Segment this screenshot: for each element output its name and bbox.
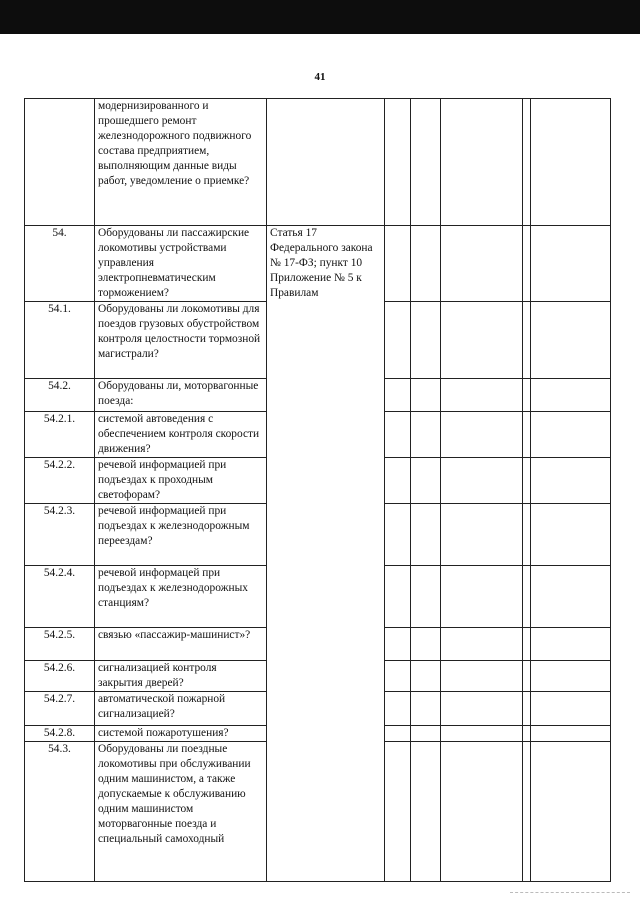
spacer-cell[interactable] (523, 99, 531, 226)
question-text: сигнализацией контроля закрытия дверей? (95, 661, 267, 692)
answer-no-cell[interactable] (411, 661, 441, 692)
answer-yes-cell[interactable] (385, 566, 411, 628)
answer-na-cell[interactable] (441, 226, 523, 302)
item-number: 54.2.1. (25, 412, 95, 458)
answer-na-cell[interactable] (441, 99, 523, 226)
answer-na-cell[interactable] (441, 379, 523, 412)
answer-na-cell[interactable] (441, 458, 523, 504)
top-scan-bar (0, 0, 640, 34)
item-number (25, 99, 95, 226)
question-text: Оборудованы ли пассажирские локомотивы устройствами управления электропневматическим торможением? (95, 226, 267, 302)
answer-no-cell[interactable] (411, 726, 441, 742)
note-cell[interactable] (531, 226, 611, 302)
item-number: 54.2.7. (25, 692, 95, 726)
answer-no-cell[interactable] (411, 379, 441, 412)
legal-reference: Статья 17 Федерального закона № 17-ФЗ; пункт 10 Приложение № 5 к Правилам (267, 226, 385, 882)
spacer-cell[interactable] (523, 412, 531, 458)
question-text: автоматической пожарной сигнализацией? (95, 692, 267, 726)
spacer-cell[interactable] (523, 742, 531, 882)
answer-na-cell[interactable] (441, 412, 523, 458)
question-text: речевой информацией при подъездах к железнодорожным переездам? (95, 504, 267, 566)
answer-no-cell[interactable] (411, 504, 441, 566)
answer-no-cell[interactable] (411, 566, 441, 628)
answer-yes-cell[interactable] (385, 226, 411, 302)
answer-yes-cell[interactable] (385, 692, 411, 726)
answer-no-cell[interactable] (411, 742, 441, 882)
spacer-cell[interactable] (523, 726, 531, 742)
answer-na-cell[interactable] (441, 628, 523, 661)
answer-na-cell[interactable] (441, 504, 523, 566)
answer-yes-cell[interactable] (385, 458, 411, 504)
answer-yes-cell[interactable] (385, 726, 411, 742)
answer-yes-cell[interactable] (385, 99, 411, 226)
answer-no-cell[interactable] (411, 692, 441, 726)
question-text: Оборудованы ли поездные локомотивы при обслуживании одним машинистом, а также допускаемые к обслуживанию одним машинистом моторвагонные поезда и специальный самоходный (95, 742, 267, 882)
answer-na-cell[interactable] (441, 692, 523, 726)
spacer-cell[interactable] (523, 661, 531, 692)
answer-no-cell[interactable] (411, 99, 441, 226)
question-text: системой пожаротушения? (95, 726, 267, 742)
note-cell[interactable] (531, 504, 611, 566)
spacer-cell[interactable] (523, 458, 531, 504)
question-text: связью «пассажир-машинист»? (95, 628, 267, 661)
legal-reference (267, 99, 385, 226)
answer-no-cell[interactable] (411, 628, 441, 661)
note-cell[interactable] (531, 692, 611, 726)
note-cell[interactable] (531, 742, 611, 882)
question-text: речевой информацей при подъездах к железнодорожных станциям? (95, 566, 267, 628)
answer-yes-cell[interactable] (385, 412, 411, 458)
checklist-table (24, 98, 611, 882)
spacer-cell[interactable] (523, 504, 531, 566)
table-row (25, 226, 611, 302)
answer-no-cell[interactable] (411, 302, 441, 379)
note-cell[interactable] (531, 566, 611, 628)
item-number: 54.1. (25, 302, 95, 379)
answer-yes-cell[interactable] (385, 302, 411, 379)
spacer-cell[interactable] (523, 226, 531, 302)
spacer-cell[interactable] (523, 379, 531, 412)
item-number: 54.2.4. (25, 566, 95, 628)
note-cell[interactable] (531, 458, 611, 504)
question-text: речевой информацией при подъездах к проходным светофорам? (95, 458, 267, 504)
item-number: 54. (25, 226, 95, 302)
answer-yes-cell[interactable] (385, 379, 411, 412)
item-number: 54.2.5. (25, 628, 95, 661)
item-number: 54.2.8. (25, 726, 95, 742)
note-cell[interactable] (531, 99, 611, 226)
note-cell[interactable] (531, 628, 611, 661)
answer-na-cell[interactable] (441, 566, 523, 628)
question-text: системой автоведения с обеспечением контроля скорости движения? (95, 412, 267, 458)
spacer-cell[interactable] (523, 628, 531, 661)
question-text: Оборудованы ли, моторвагонные поезда: (95, 379, 267, 412)
question-text: модернизированного и прошедшего ремонт железнодорожного подвижного состава предприятием, выполняющим данные виды работ, уведомление о приемке? (95, 99, 267, 226)
answer-yes-cell[interactable] (385, 742, 411, 882)
answer-na-cell[interactable] (441, 742, 523, 882)
answer-na-cell[interactable] (441, 726, 523, 742)
scan-artifact (510, 892, 630, 893)
note-cell[interactable] (531, 302, 611, 379)
answer-na-cell[interactable] (441, 302, 523, 379)
answer-yes-cell[interactable] (385, 661, 411, 692)
answer-yes-cell[interactable] (385, 628, 411, 661)
note-cell[interactable] (531, 726, 611, 742)
answer-yes-cell[interactable] (385, 504, 411, 566)
spacer-cell[interactable] (523, 566, 531, 628)
note-cell[interactable] (531, 412, 611, 458)
item-number: 54.2.3. (25, 504, 95, 566)
note-cell[interactable] (531, 661, 611, 692)
item-number: 54.2. (25, 379, 95, 412)
spacer-cell[interactable] (523, 302, 531, 379)
question-text: Оборудованы ли локомотивы для поездов грузовых обустройством контроля целостности тормозной магистрали? (95, 302, 267, 379)
spacer-cell[interactable] (523, 692, 531, 726)
item-number: 54.2.2. (25, 458, 95, 504)
answer-na-cell[interactable] (441, 661, 523, 692)
answer-no-cell[interactable] (411, 412, 441, 458)
note-cell[interactable] (531, 379, 611, 412)
answer-no-cell[interactable] (411, 226, 441, 302)
answer-no-cell[interactable] (411, 458, 441, 504)
table-row (25, 99, 611, 226)
item-number: 54.2.6. (25, 661, 95, 692)
page-number: 41 (314, 71, 326, 83)
item-number: 54.3. (25, 742, 95, 882)
